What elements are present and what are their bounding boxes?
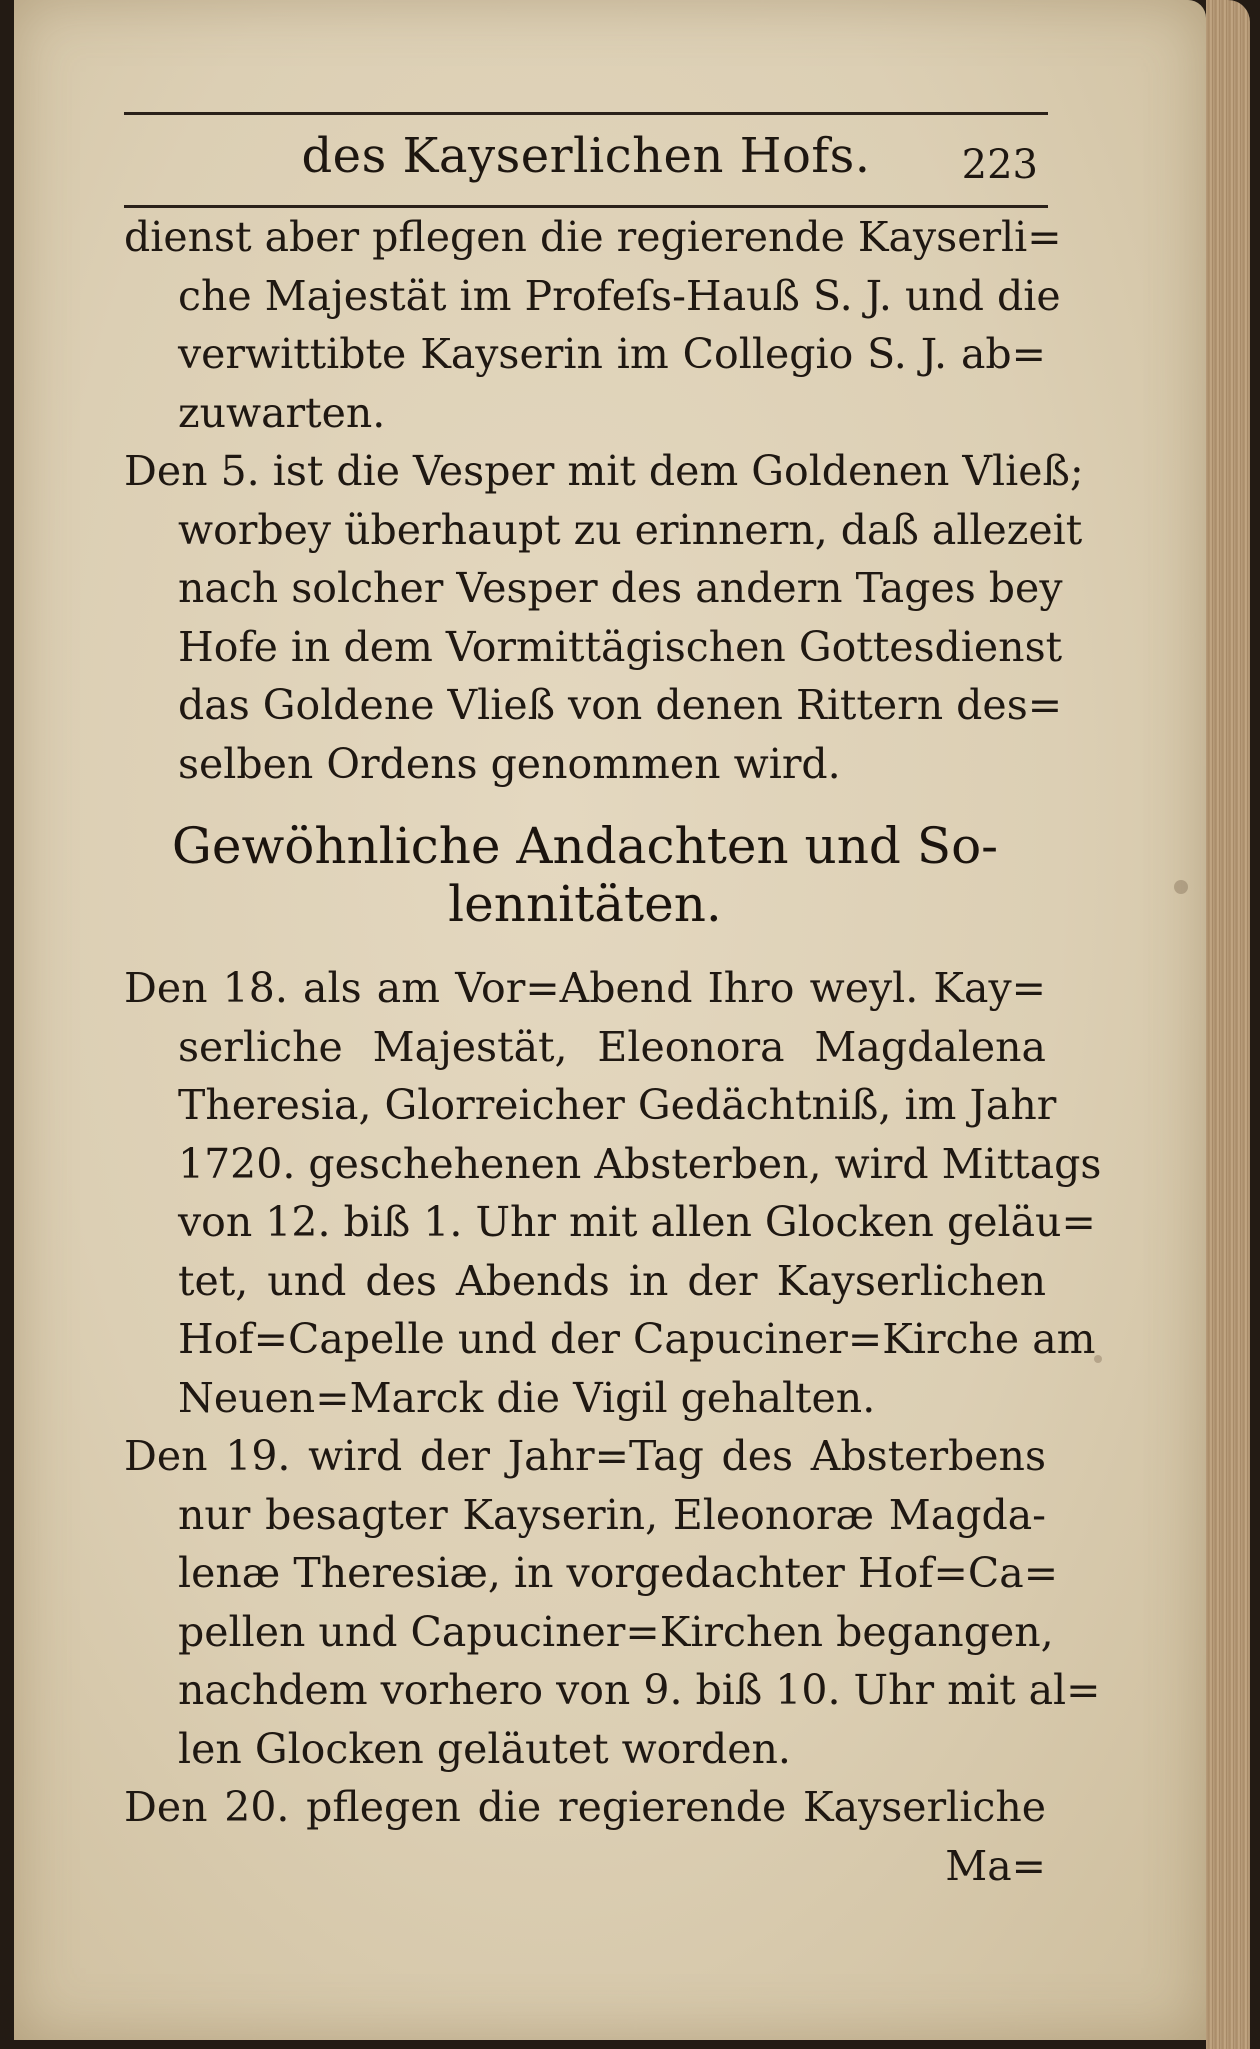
text-line: lenæ Theresiæ, in vorgedachter Hof=Ca=: [178, 1549, 1059, 1597]
catchword: Ma=: [945, 1841, 1046, 1890]
running-head: des Kayserlichen Hofs.: [301, 128, 871, 184]
paragraph-den-20: [124, 1778, 1046, 1837]
paragraph-den-5: [124, 442, 1084, 793]
text-line: nach solcher Vesper des andern Tages bey: [178, 564, 1063, 612]
text-line: Neuen=Marck die Vigil gehalten.: [178, 1373, 876, 1422]
paragraph-continuation: [124, 208, 1062, 442]
text-line: verwittibte Kayserin im Collegio S. J. ab=: [178, 330, 1046, 378]
header-rule-top: [124, 112, 1048, 115]
section-heading: [124, 817, 1046, 933]
text-line: das Goldene Vließ von denen Rittern des=: [178, 681, 1063, 729]
text-line: Den 19. wird der Jahr=Tag des Absterbens: [124, 1432, 1046, 1480]
paragraph-den-18: [124, 959, 1102, 1427]
page-number: 223: [961, 142, 1038, 188]
text-line: che Majestät im Profeſs-Hauß S. J. und die: [178, 271, 1061, 320]
heading-line: Gewöhnliche Andachten und So-: [171, 817, 999, 875]
text-line: nur besagter Kayserin, Eleonoræ Magda-: [178, 1490, 1046, 1539]
text-line: len Glocken geläutet worden.: [178, 1724, 791, 1773]
page-block-edge: [1206, 0, 1250, 2049]
text-line: von 12. biß 1. Uhr mit allen Glocken geläu=: [178, 1198, 1096, 1246]
text-line: serliche Majestät, Eleonora Magdalena: [178, 1022, 1046, 1071]
text-line: tet, und des Abends in der Kayserlichen: [178, 1256, 1046, 1305]
text-line: pellen und Capuciner=Kirchen begangen,: [178, 1607, 1054, 1656]
text-line: Hofe in dem Vormittägischen Gottesdienst: [178, 622, 1063, 671]
page-header: [124, 112, 1048, 208]
text-line: selben Ordens genommen wird.: [178, 739, 841, 788]
heading-line: lennitäten.: [448, 875, 722, 933]
text-line: dienst aber pflegen die regierende Kayserli=: [124, 213, 1062, 261]
foxing-spot: [1174, 880, 1188, 894]
text-line: worbey überhaupt zu erinnern, daß allezeit: [178, 505, 1083, 554]
text-line: Hof=Capelle und der Capuciner=Kirche am: [178, 1315, 1096, 1363]
text-line: zuwarten.: [178, 388, 386, 437]
paragraph-den-19: [124, 1427, 1101, 1778]
text-line: Den 5. ist die Vesper mit dem Goldenen Vließ;: [124, 447, 1084, 495]
text-line: Theresia, Glorreicher Gedächtniß, im Jahr: [178, 1081, 1057, 1129]
text-line: Den 18. als am Vor=Abend Ihro weyl. Kay=: [124, 964, 1046, 1012]
text-line: Den 20. pflegen die regierende Kayserliche: [124, 1783, 1046, 1831]
text-line: nachdem vorhero von 9. biß 10. Uhr mit al=: [178, 1666, 1101, 1714]
body-text: [124, 208, 1102, 1895]
text-line: 1720. geschehenen Absterben, wird Mittags: [178, 1139, 1102, 1188]
